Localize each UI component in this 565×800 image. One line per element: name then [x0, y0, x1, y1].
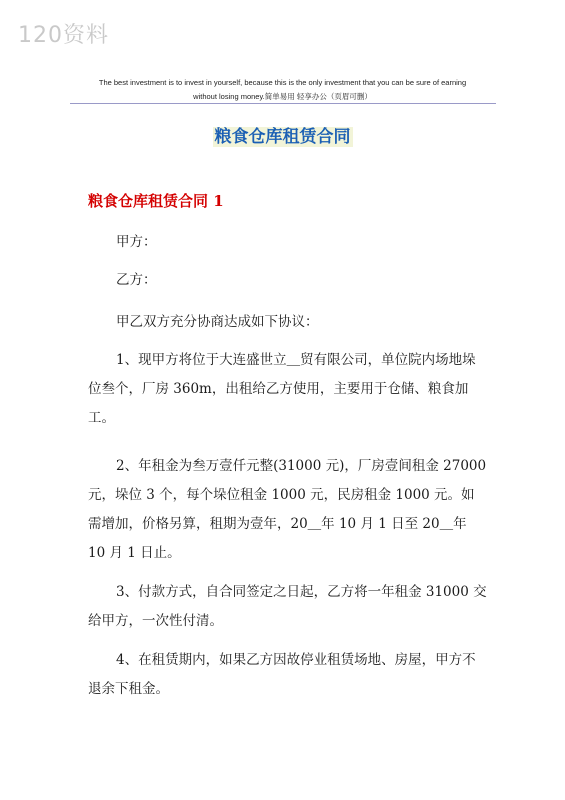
paragraph-clause-1: 1、现甲方将位于大连盛世立＿贸有限公司，单位院内场地垛位叁个，厂房 360m，出租给乙方使用，主要用于仓储、粮食加工。 — [88, 352, 476, 426]
paragraph-party-a: 甲方： — [116, 234, 157, 250]
header-line-1: The best investment is to invest in yourself, because this is the only investment that you can be sure of earning — [98, 78, 467, 87]
header-line-2: without losing money.简单易用 轻享办公（页眉可删） — [193, 92, 372, 101]
watermark: 120资料 — [18, 23, 109, 48]
paragraph-clause-3: 3、付款方式，自合同签定之日起，乙方将一年租金 31000 交给甲方，一次性付清。 — [88, 584, 487, 629]
paragraph-clause-2: 2、年租金为叁万壹仟元整(31000 元)，厂房壹间租金 27000 元，垛位 3 个，每个垛位租金 1000 元，民房租金 1000 元。如需增加，价格另算，租期为壹年，20＿年 10 月 1 日至 20＿年 10 月 1 日止。 — [88, 458, 487, 561]
paragraph-party-b: 乙方： — [116, 272, 157, 288]
document-title-text: 粮食仓库租赁合同 — [214, 127, 351, 147]
section-title: 粮食仓库租赁合同 1 — [88, 192, 224, 210]
document-title — [0, 122, 565, 147]
header-divider — [70, 103, 496, 104]
paragraph-agreement-intro: 甲乙双方充分协商达成如下协议： — [116, 314, 319, 330]
paragraph-clause-4: 4、在租赁期内，如果乙方因故停业租赁场地、房屋，甲方不退余下租金。 — [88, 652, 476, 697]
page-header — [70, 76, 495, 104]
